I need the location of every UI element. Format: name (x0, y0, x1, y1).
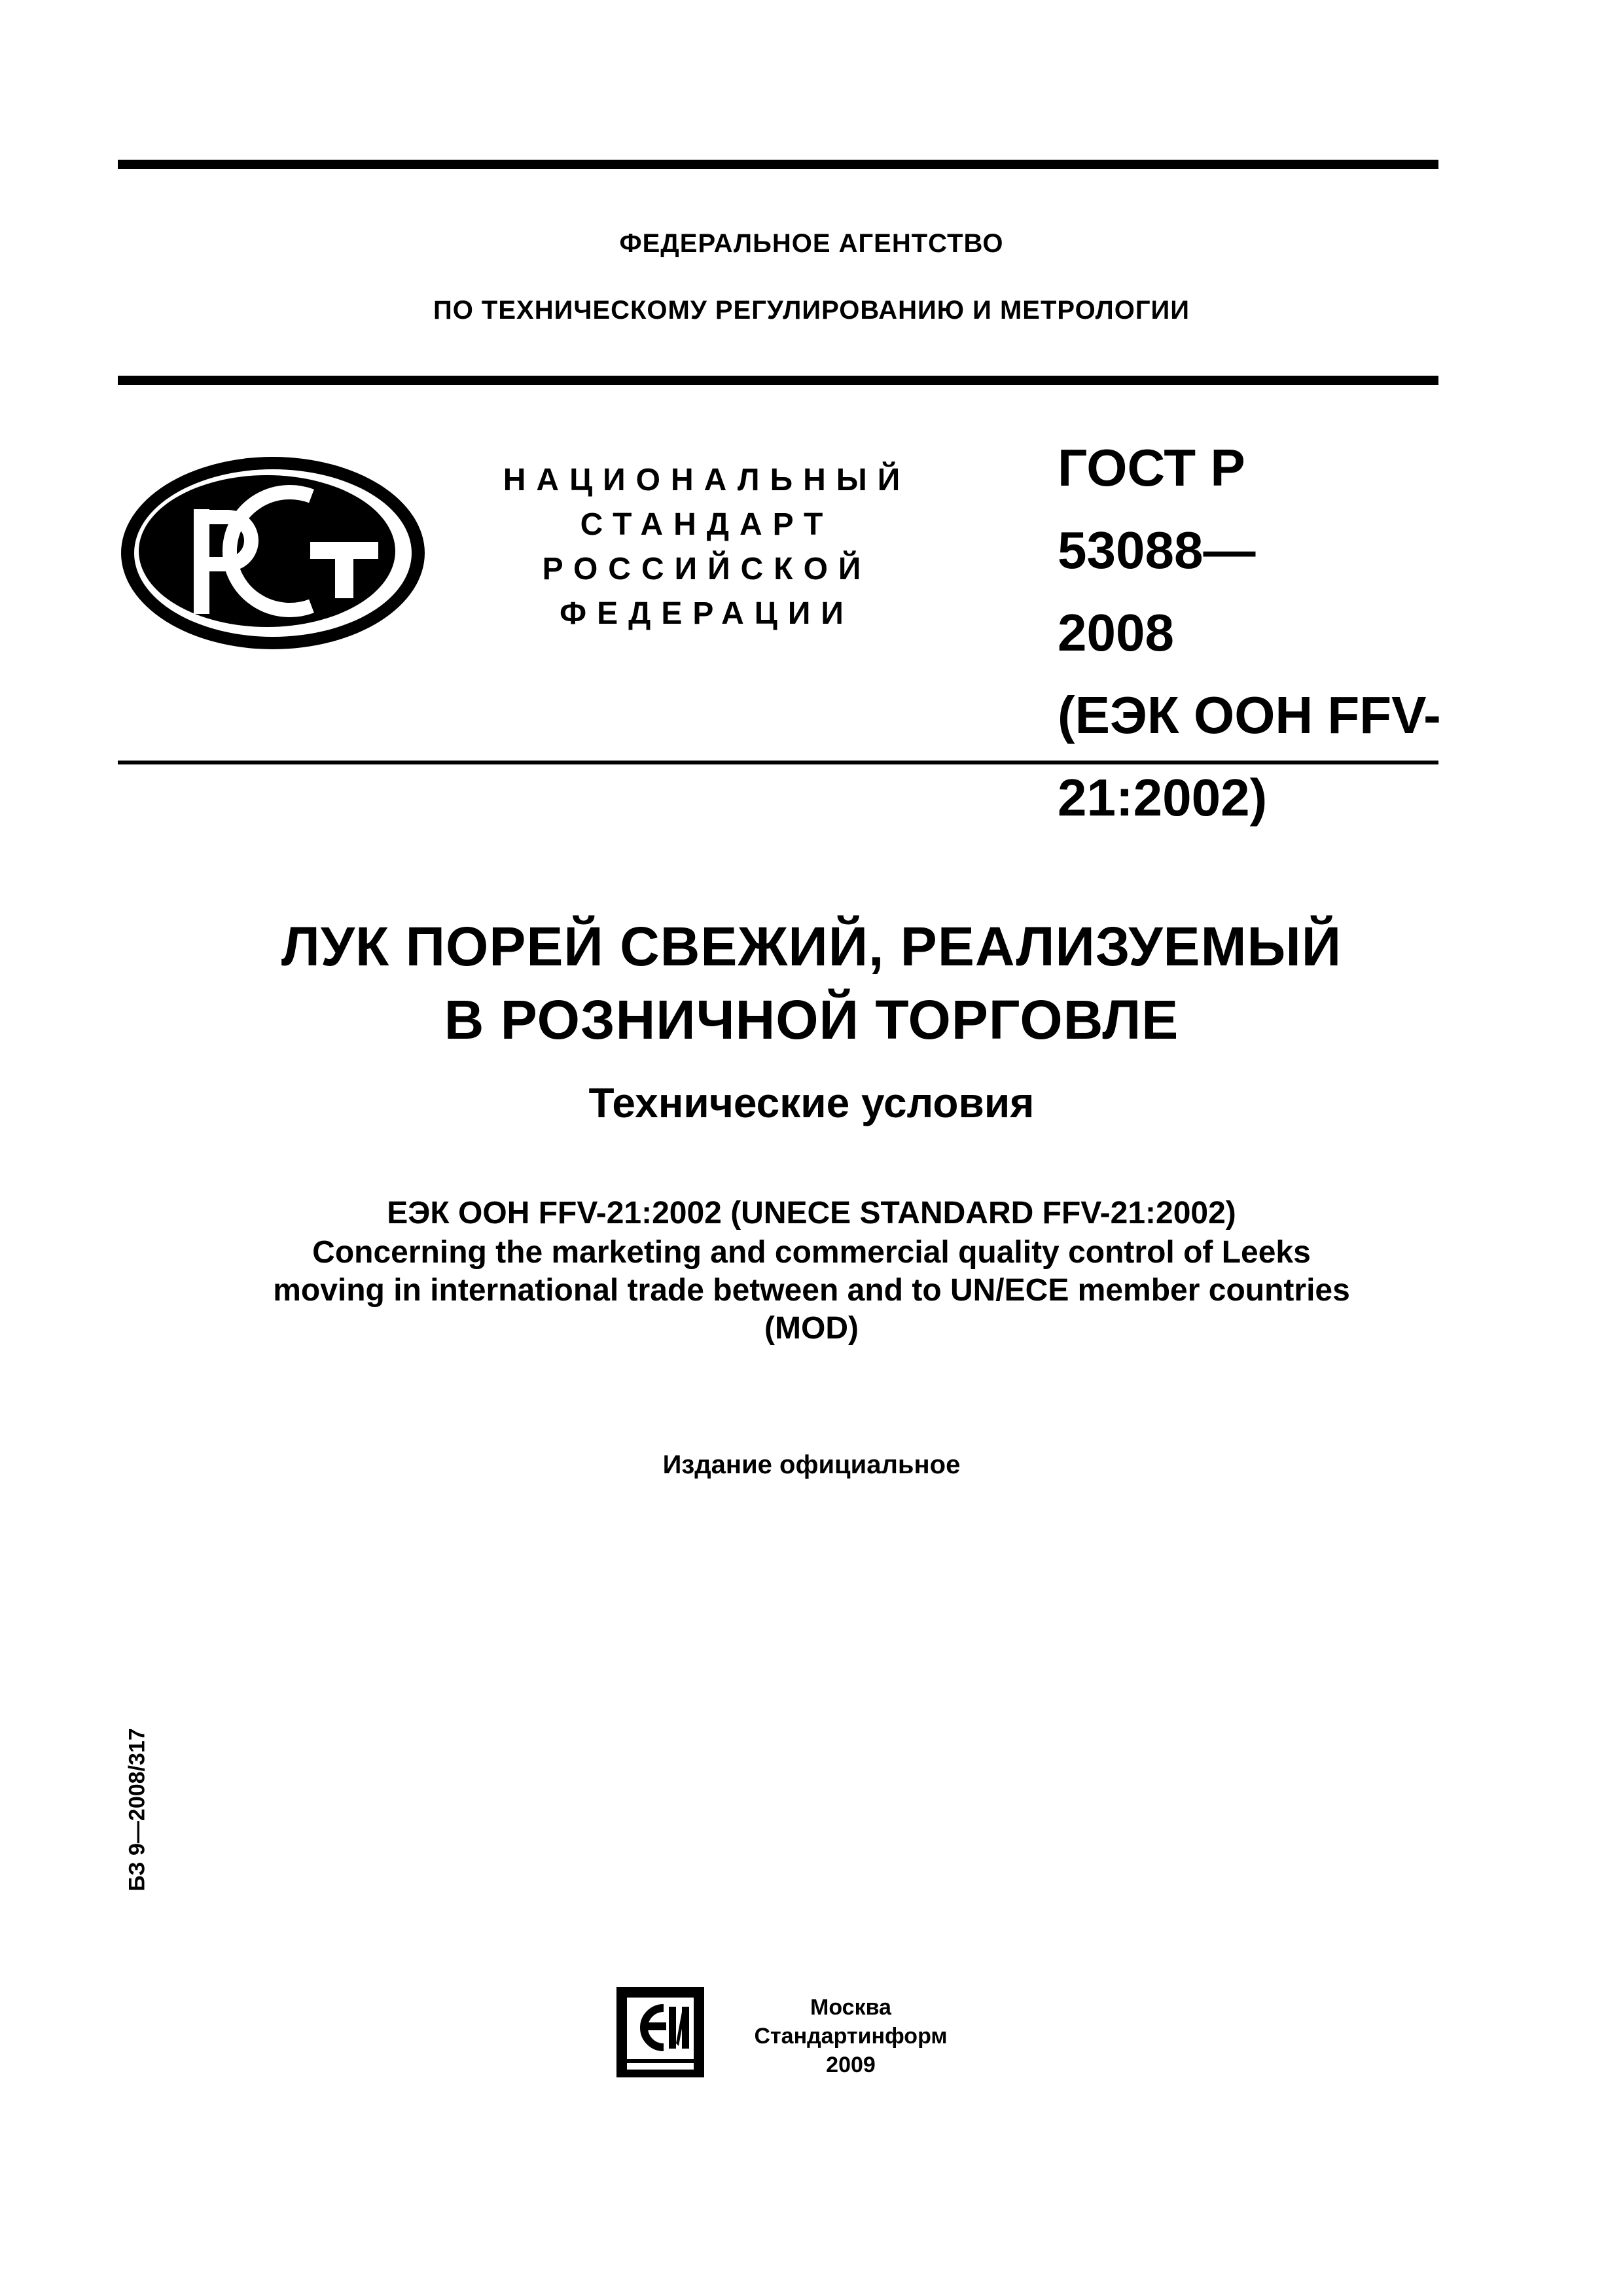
publisher-imprint (746, 1993, 955, 2079)
designation-line3: 2008 (1058, 603, 1174, 662)
gost-r-certification-mark-icon (115, 452, 431, 655)
standartinform-logo-icon (613, 1983, 711, 2081)
unece-reference-line2: Concerning the marketing and commercial quality control of Leeks (312, 1235, 1311, 1270)
side-code: БЗ 9—2008/317 (124, 1728, 150, 1892)
unece-reference-line3: moving in international trade between and to UN/ECE member countries (273, 1273, 1350, 1308)
designation-line2: 53088— (1058, 521, 1256, 579)
standard-type-line1: НАЦИОНАЛЬНЫЙ (503, 463, 911, 497)
publisher-name: Стандартинформ (754, 2024, 948, 2049)
designation-bottom-rule (118, 761, 1438, 764)
standard-type-line4: ФЕДЕРАЦИИ (560, 596, 854, 631)
document-title-line2: В РОЗНИЧНОЙ ТОРГОВЛЕ (444, 989, 1179, 1050)
unece-reference-line4: (MOD) (764, 1311, 859, 1346)
standard-designation (1058, 427, 1463, 839)
designation-line5: 21:2002) (1058, 768, 1268, 827)
standard-type-line2: СТАНДАРТ (580, 507, 834, 542)
publisher-city: Москва (810, 1995, 891, 2020)
document-subtitle: Технические условия (588, 1079, 1035, 1126)
unece-reference-line1: ЕЭК ООН FFV-21:2002 (UNECE STANDARD FFV-21:2002) (387, 1196, 1236, 1230)
edition-label: Издание официальное (662, 1450, 961, 1479)
header-bottom-rule (118, 376, 1438, 385)
document-title-line1: ЛУК ПОРЕЙ СВЕЖИЙ, РЕАЛИЗУЕМЫЙ (281, 916, 1342, 977)
designation-line4: (ЕЭК ООН FFV- (1058, 686, 1441, 744)
agency-name-line2: ПО ТЕХНИЧЕСКОМУ РЕГУЛИРОВАНИЮ И МЕТРОЛОГИИ (433, 296, 1190, 325)
standard-type-line3: РОССИЙСКОЙ (542, 552, 872, 586)
standard-type (497, 458, 916, 636)
designation-line1: ГОСТ Р (1058, 439, 1245, 497)
agency-name-line1: ФЕДЕРАЛЬНОЕ АГЕНТСТВО (619, 229, 1004, 258)
publisher-year: 2009 (826, 2053, 876, 2077)
top-rule (118, 160, 1438, 169)
